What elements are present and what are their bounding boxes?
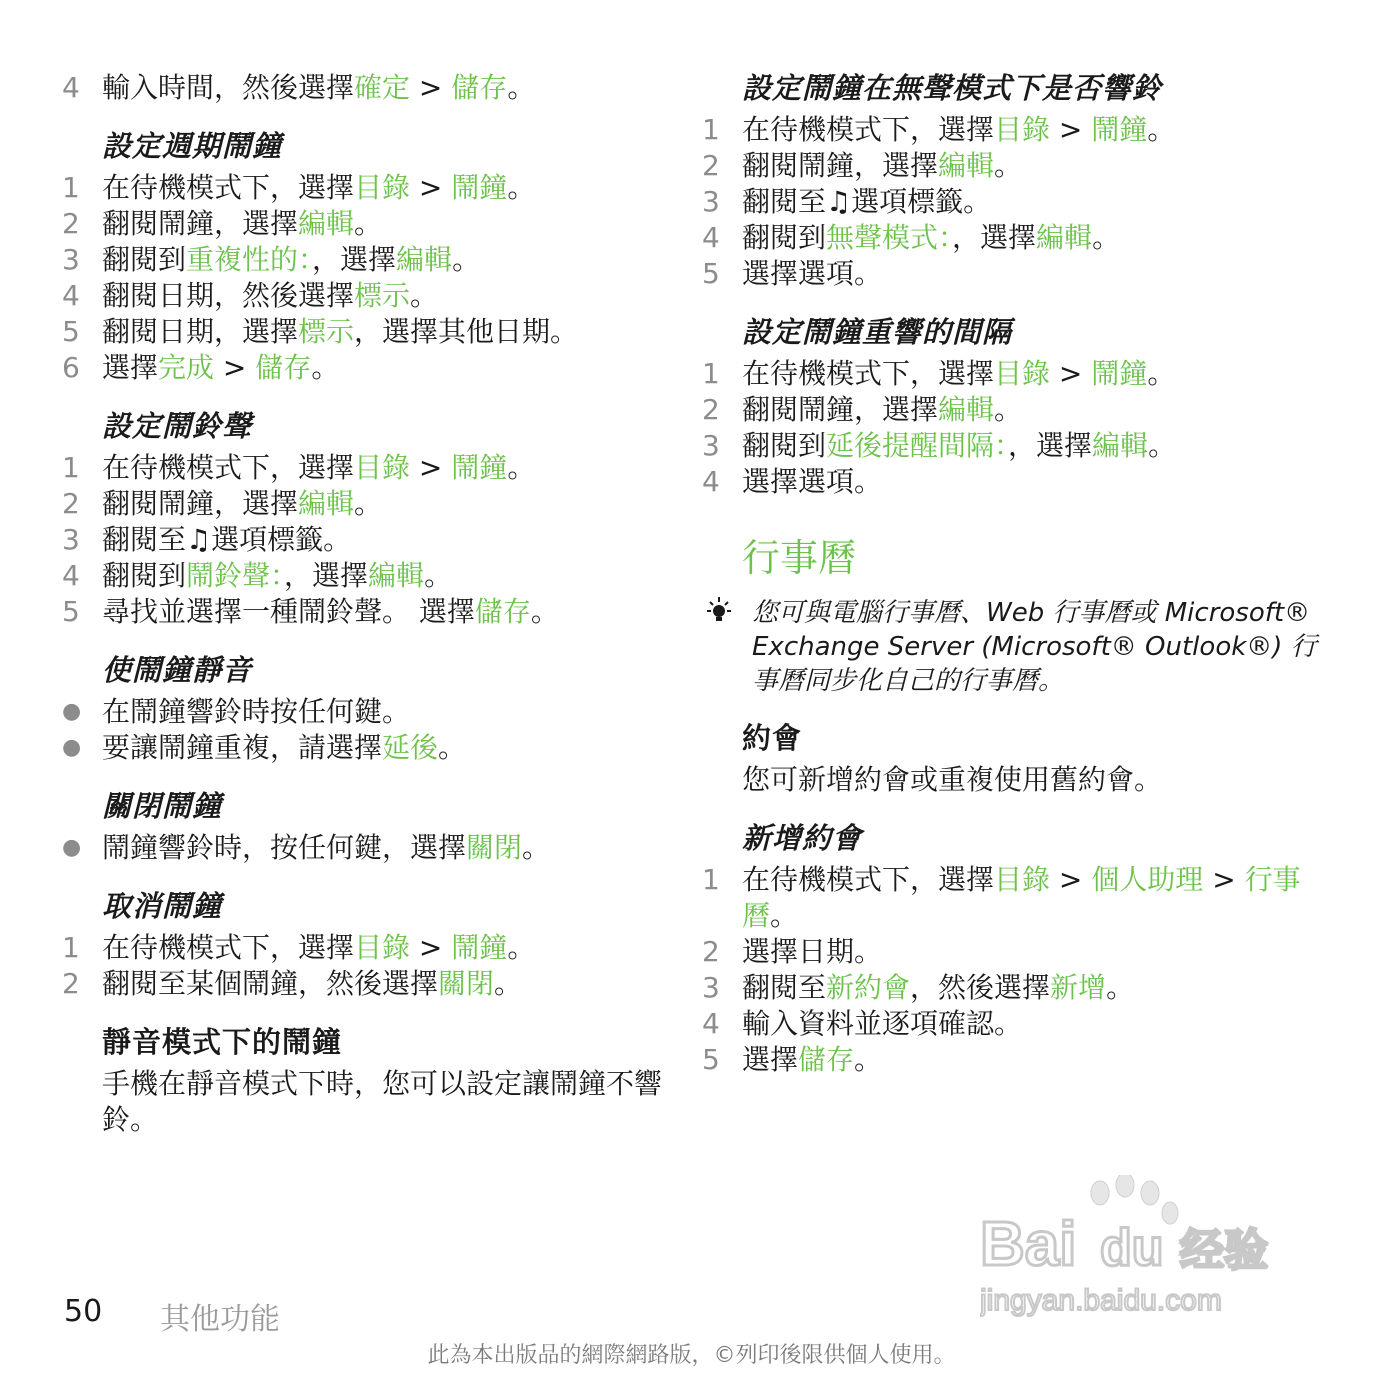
step-text: ，選擇 (284, 559, 369, 592)
section-title: 設定週期鬧鐘 (102, 129, 283, 163)
step-text: 。 (1148, 429, 1177, 462)
step-number: 5 (62, 315, 80, 348)
menu-term: 儲存 (474, 595, 531, 628)
step-number: 1 (702, 863, 720, 896)
menu-term: 目錄 (354, 451, 411, 484)
step-number: 3 (702, 185, 720, 218)
left-column (62, 70, 662, 1138)
step-list (702, 112, 1322, 292)
chapter-title: 行事曆 (742, 536, 857, 580)
menu-term: 延後 (382, 731, 439, 764)
page-number: 50 (64, 1294, 103, 1329)
separator: > (1203, 863, 1245, 896)
step-text: 在待機模式下，選擇 (102, 451, 355, 484)
step (702, 1006, 1322, 1042)
step-number: 4 (62, 559, 80, 592)
step-text: 。 (522, 831, 551, 864)
menu-term: 新增 (1050, 971, 1107, 1004)
step-number: 4 (62, 279, 80, 312)
step-number: 4 (702, 1007, 720, 1040)
step-text: 翻閱到 (742, 221, 827, 254)
step-number: 2 (62, 967, 80, 1000)
step-text: 選項標籤。 (211, 523, 352, 556)
step-text: 尋找並選擇一種鬧鈴聲。 選擇 (102, 595, 475, 628)
step-text: 在待機模式下，選擇 (742, 113, 995, 146)
step-number: 1 (702, 113, 720, 146)
step-text: 翻閱至 (742, 971, 827, 1004)
menu-term: 編輯 (298, 487, 355, 520)
step (702, 1042, 1322, 1078)
step-text: 。 (438, 731, 467, 764)
step (62, 594, 662, 630)
step (62, 314, 662, 350)
step (702, 392, 1322, 428)
step-text: 。 (994, 149, 1023, 182)
menu-term: 編輯 (298, 207, 355, 240)
step-list (62, 450, 662, 630)
step-text: 要讓鬧鐘重複，請選擇 (102, 731, 383, 764)
separator: > (410, 171, 452, 204)
menu-term: 目錄 (994, 863, 1051, 896)
menu-term: 目錄 (354, 171, 411, 204)
right-column (702, 70, 1322, 1078)
step-number: 3 (702, 971, 720, 1004)
section-title: 關閉鬧鐘 (102, 789, 223, 823)
step-text: 。 (507, 931, 536, 964)
menu-term: 個人助理 (1091, 863, 1204, 896)
menu-term: 編輯 (368, 559, 425, 592)
step-number: 2 (702, 393, 720, 426)
menu-term: 延後提醒間隔： (826, 429, 1009, 462)
menu-term: 編輯 (938, 393, 995, 426)
step-text: 。 (311, 351, 340, 384)
step-number: 5 (62, 595, 80, 628)
step-text: 。 (1147, 113, 1176, 146)
menu-term: 編輯 (938, 149, 995, 182)
menu-term: 編輯 (1036, 221, 1093, 254)
watermark-url: jingyan.baidu.com (980, 1284, 1222, 1317)
step-text: 翻閱到 (102, 559, 187, 592)
step-list (62, 930, 662, 1002)
step (62, 206, 662, 242)
step-text: 翻閱鬧鐘，選擇 (742, 393, 939, 426)
lightbulb-icon (702, 596, 752, 630)
step-text: 。 (354, 487, 383, 520)
section-title: 約會 (742, 721, 803, 755)
list-item (62, 730, 662, 766)
list-item (62, 830, 662, 866)
bullet-icon: ● (62, 735, 82, 760)
step-text: 選擇選項。 (742, 465, 883, 498)
step-number: 5 (702, 1043, 720, 1076)
step-text: 。 (530, 595, 559, 628)
menu-term: 鬧鐘 (1091, 113, 1148, 146)
step-number: 2 (702, 149, 720, 182)
step (702, 220, 1322, 256)
step (702, 184, 1322, 220)
step-text: 翻閱到 (742, 429, 827, 462)
menu-term: 完成 (158, 351, 215, 384)
menu-term: 行事曆 (742, 863, 1301, 932)
step (702, 428, 1322, 464)
step (62, 930, 662, 966)
step-text: 鬧鐘響鈴時，按任何鍵，選擇 (102, 831, 467, 864)
step-text: 選擇選項。 (742, 257, 883, 290)
menu-term: 目錄 (354, 931, 411, 964)
list-item (62, 694, 662, 730)
step-text: ，選擇 (312, 243, 397, 276)
separator: > (1050, 863, 1092, 896)
step-text: 輸入資料並逐項確認。 (742, 1007, 1023, 1040)
step-text: 翻閱至 (102, 523, 187, 556)
step-text: 選擇日期。 (742, 935, 883, 968)
tip-note (702, 596, 1322, 698)
menu-term: 鬧鐘 (451, 451, 508, 484)
step-text: 選項標籤。 (851, 185, 992, 218)
step (62, 170, 662, 206)
step-text: 選擇 (742, 1043, 799, 1076)
step-number: 1 (62, 171, 80, 204)
section-title: 設定鬧鈴聲 (102, 409, 253, 443)
step-text: 。 (1106, 971, 1135, 1004)
step-text: 翻閱日期，選擇 (102, 315, 299, 348)
step-text: 翻閱至某個鬧鐘，然後選擇 (102, 967, 439, 1000)
separator: > (410, 71, 452, 104)
step-number: 2 (702, 935, 720, 968)
step-text: 。 (507, 71, 536, 104)
menu-term: 關閉 (466, 831, 523, 864)
menu-term: 標示 (298, 315, 355, 348)
menu-term: 目錄 (994, 357, 1051, 390)
menu-term: 新約會 (826, 971, 911, 1004)
step-number: 4 (702, 465, 720, 498)
step-text: 在鬧鐘響鈴時按任何鍵。 (102, 695, 411, 728)
step-number: 3 (62, 243, 80, 276)
step (62, 350, 662, 386)
step-text: ，選擇 (952, 221, 1037, 254)
step-number: 4 (702, 221, 720, 254)
step-number: 2 (62, 487, 80, 520)
step-list (62, 170, 662, 386)
menu-term: 鬧鐘 (451, 931, 508, 964)
step (62, 522, 662, 558)
step (62, 966, 662, 1002)
step-text: 翻閱至 (742, 185, 827, 218)
step-text: 。 (410, 279, 439, 312)
step-number: 5 (702, 257, 720, 290)
step (62, 486, 662, 522)
step-text: ，然後選擇 (910, 971, 1051, 1004)
section-title: 使鬧鐘靜音 (102, 653, 253, 687)
tip-text: 您可與電腦行事曆、Web 行事曆或 Microsoft® Exchange Server (Microsoft® Outlook®) 行事曆同步化自己的行事曆。 (752, 598, 1317, 696)
step-text: ，選擇 (1008, 429, 1093, 462)
step-text: 。 (354, 207, 383, 240)
bullet-icon: ● (62, 699, 82, 724)
step-list (702, 356, 1322, 500)
step-text: 。 (1147, 357, 1176, 390)
step-text: 在待機模式下，選擇 (102, 931, 355, 964)
separator: > (1050, 113, 1092, 146)
separator: > (1050, 357, 1092, 390)
menu-term: 無聲模式： (826, 221, 953, 254)
step-text: 翻閱鬧鐘，選擇 (102, 487, 299, 520)
step (62, 558, 662, 594)
watermark-brand: 经验 (1180, 1225, 1268, 1276)
paragraph: 手機在靜音模式下時，您可以設定讓鬧鐘不響鈴。 (102, 1067, 663, 1136)
step (62, 278, 662, 314)
watermark-brand: Bai (980, 1210, 1077, 1279)
paw-logo-icon (980, 1175, 1300, 1325)
separator: > (214, 351, 256, 384)
step-number: 4 (62, 71, 80, 104)
step-number: 3 (702, 429, 720, 462)
step-text: 。 (854, 1043, 883, 1076)
baidu-watermark (980, 1175, 1300, 1325)
step-text: 。 (770, 899, 799, 932)
step-text: 。 (507, 451, 536, 484)
menu-term: 重複性的： (186, 243, 313, 276)
menu-term: 關閉 (438, 967, 495, 1000)
step-text: 。 (1092, 221, 1121, 254)
step (702, 112, 1322, 148)
step-text: 。 (507, 171, 536, 204)
menu-term: 確定 (354, 71, 411, 104)
menu-term: 編輯 (1092, 429, 1149, 462)
bullet-list (62, 830, 662, 866)
section-title: 設定鬧鐘重響的間隔 (742, 315, 1013, 349)
step-text: 在待機模式下，選擇 (742, 863, 995, 896)
step-text: 選擇 (102, 351, 159, 384)
step (702, 148, 1322, 184)
menu-term: 儲存 (451, 71, 508, 104)
step (702, 970, 1322, 1006)
step-text: 在待機模式下，選擇 (102, 171, 355, 204)
step-text: 翻閱鬧鐘，選擇 (102, 207, 299, 240)
menu-term: 儲存 (255, 351, 312, 384)
step-number: 1 (62, 451, 80, 484)
step-number: 6 (62, 351, 80, 384)
menu-term: 鬧鈴聲： (186, 559, 285, 592)
step (702, 256, 1322, 292)
section-title: 取消鬧鐘 (102, 889, 223, 923)
footer-chapter: 其他功能 (160, 1302, 280, 1337)
music-note-icon: ♫ (826, 185, 852, 218)
step (702, 356, 1322, 392)
step-number: 1 (702, 357, 720, 390)
step-text: 在待機模式下，選擇 (742, 357, 995, 390)
step-text: ，選擇其他日期。 (354, 315, 579, 348)
step-text: 。 (452, 243, 481, 276)
watermark-brand: du (1100, 1219, 1164, 1277)
step-list (702, 862, 1322, 1078)
separator: > (410, 451, 452, 484)
step (702, 934, 1322, 970)
menu-term: 鬧鐘 (1091, 357, 1148, 390)
step-number: 1 (62, 931, 80, 964)
bullet-list (62, 694, 662, 766)
menu-term: 鬧鐘 (451, 171, 508, 204)
step-text: 輸入時間，然後選擇 (102, 71, 355, 104)
step (702, 464, 1322, 500)
step-text: 。 (994, 393, 1023, 426)
step (62, 450, 662, 486)
menu-term: 標示 (354, 279, 411, 312)
step (62, 70, 662, 106)
menu-term: 儲存 (798, 1043, 855, 1076)
music-note-icon: ♫ (186, 523, 212, 556)
paragraph: 您可新增約會或重複使用舊約會。 (742, 763, 1163, 796)
step-number: 2 (62, 207, 80, 240)
footer-note: 此為本出版品的網際網路版，©列印後限供個人使用。 (427, 1343, 956, 1368)
section-title: 設定鬧鐘在無聲模式下是否響鈴 (742, 71, 1163, 105)
separator: > (410, 931, 452, 964)
menu-term: 目錄 (994, 113, 1051, 146)
step-text: 。 (424, 559, 453, 592)
step (62, 242, 662, 278)
section-title: 靜音模式下的鬧鐘 (102, 1025, 343, 1059)
step-text: 翻閱日期，然後選擇 (102, 279, 355, 312)
step-text: 。 (494, 967, 523, 1000)
step-text: 翻閱鬧鐘，選擇 (742, 149, 939, 182)
step-number: 3 (62, 523, 80, 556)
step (702, 862, 1322, 934)
step-text: 翻閱到 (102, 243, 187, 276)
menu-term: 編輯 (396, 243, 453, 276)
bullet-icon: ● (62, 835, 82, 860)
section-title: 新增約會 (742, 821, 863, 855)
